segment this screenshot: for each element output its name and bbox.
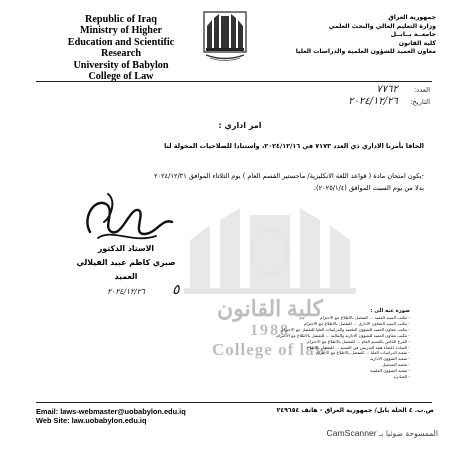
reference-number-value: ٧٧٦٢ [376, 84, 398, 95]
arabic-letterhead-university: جامعــة بــابــل [390, 31, 436, 39]
arabic-letterhead-country: جمهورية العراق [388, 14, 436, 21]
signer-name: صبري كاظم عبيد الفيلالي [76, 258, 176, 267]
signature-handwritten-mark: ٥ [172, 282, 180, 298]
camscanner-brand: CamScanner [326, 428, 377, 438]
letterhead-line-ministry: Ministry of Higher [79, 25, 163, 37]
footer-contact [36, 407, 186, 425]
signer-role: العميد [114, 272, 138, 281]
watermark-english-text: College of law [212, 340, 328, 359]
list-item: - شعبة الشؤون الادارية [370, 356, 410, 362]
reference-number-label: العدد: [413, 86, 430, 94]
letterhead-line-ministry-3: Research [101, 48, 141, 60]
header-divider [36, 81, 432, 82]
order-clause-continuation: بدلا من يوم السبت الموافق (٢٠٢٥/١/٤). [313, 184, 424, 192]
handwritten-signature-icon [72, 188, 192, 248]
list-item: - الفرع الخاص بالقسم العام ... للتفضل بالاطلاع مع الاحترام [307, 338, 410, 344]
arabic-letterhead-college: كلية القانون [398, 39, 436, 47]
list-item: - شعبة التسجيل [382, 362, 410, 368]
english-letterhead [46, 14, 196, 82]
list-item: - السادة اعضاء هيئة التدريس في القسم ... للتفضل بالاطلاع [306, 344, 410, 350]
arabic-letterhead [286, 14, 436, 57]
letterhead-line-ministry-2: Education and Scientific [67, 36, 175, 48]
arabic-letterhead-ministry: وزارة التعليم العالي والبحث العلمي [328, 22, 436, 30]
footer-address: ص.ب. ٤ الحلة بابل/ جمهورية العراق - هاتف ٢٤٩٦٥٤ [276, 407, 434, 414]
reference-number [270, 84, 430, 95]
list-item: - شعبة الدراسات العليا ... للتفضل بالاطلاع مع الاحترام [315, 350, 410, 356]
list-item: - مكتب معاون العميد للشؤون الادارية والمالية ... للتفضل بالاطلاع مع الاحترام [276, 332, 410, 338]
watermark-arabic-text: كلية القانون [217, 296, 323, 321]
footer-divider [36, 402, 432, 403]
footer-email: Email: laws-webmaster@uobabylon.edu.iq [36, 407, 186, 416]
list-item: - مكتب معاون العميد للشؤون العلمية والدراسات العليا للتفضل مع الاحترام [281, 326, 410, 332]
reference-date-label: التاريخ: [410, 98, 430, 106]
arabic-letterhead-office: معاون العميد للشؤون العلمية والدراسات العليا [295, 48, 436, 56]
camscanner-stamp [326, 428, 438, 438]
list-item: - مكتب السيد المعاون الاداري ... للتفضل بالاطلاع مع الاحترام [303, 320, 410, 326]
university-logo-icon [198, 8, 252, 64]
order-clause: -يكون امتحان مادة ( قواعد اللغة الانكليزية/ ماجستير القسم العام ) يوم الثلاثاء الموافق ٢٠٢٤/١٢/٣١ [153, 172, 424, 180]
reference-date-value: ٢٠٢٤/١٢/٢٦ [348, 96, 398, 107]
administrative-order-title: امر اداري : [218, 121, 262, 130]
signer-title: الاستاذ الدكتور [97, 244, 155, 253]
distribution-list [270, 308, 410, 380]
list-item: - مكتب السيد العميد ... للتفضل بالاطلاع مع الاحترام [319, 315, 410, 320]
letterhead-line-country: Republic of Iraq [85, 14, 157, 25]
watermark-year: 1988 [250, 322, 290, 339]
signature-date: ٢٠٢٤/١٢/٢٦ [107, 287, 145, 296]
footer-website: Web Site: law.uobabylon.edu.iq [36, 416, 147, 426]
letterhead-line-university: University of Babylon [73, 59, 169, 71]
list-item: - الصادرة [393, 374, 410, 380]
camscanner-label: الممسوحة ضوئيا بـ [379, 429, 438, 438]
letterhead-line-college: College of Law [88, 71, 154, 83]
order-preamble: الحاقا بأمرنا الاداري ذي العدد ٧١٧٣ في ٢٠٢٤/١٢/١٦، واستنادا للصلاحيات المخولة لنا [164, 142, 424, 150]
distribution-heading: صورة عنه الى : [370, 308, 410, 314]
reference-date [270, 96, 430, 107]
list-item: - شعبة الشؤون العلمية [370, 368, 410, 374]
